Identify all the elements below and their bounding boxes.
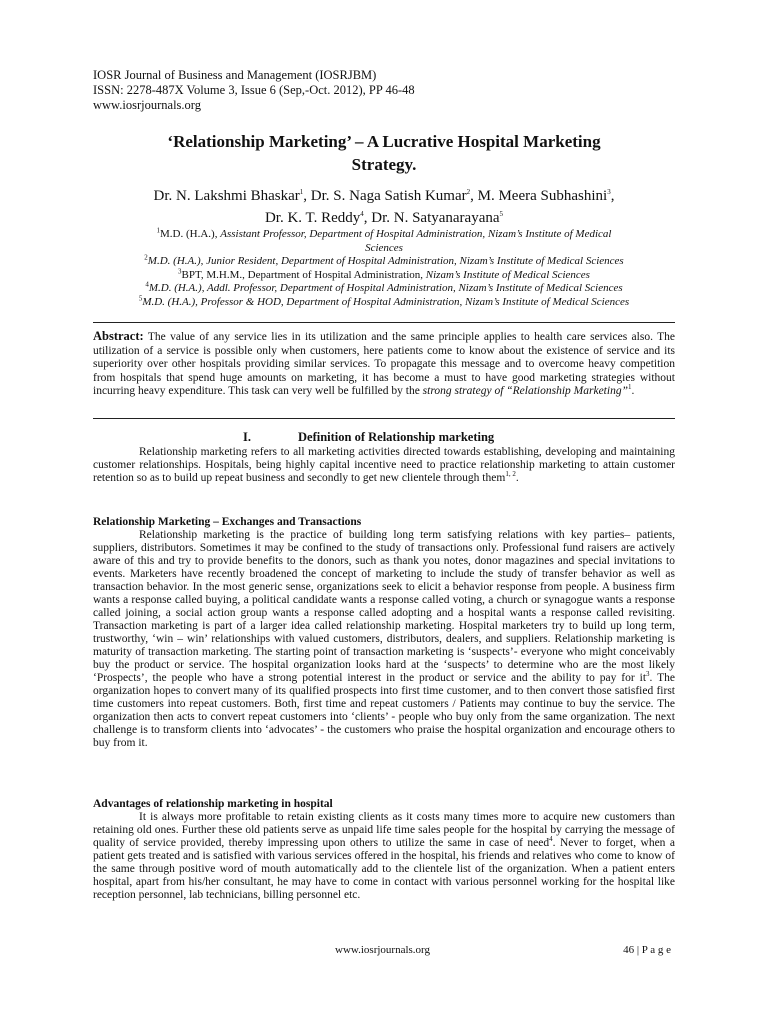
affil-text: M.D. (H.A.), Addl. Professor, Department of Hospital Administration, Nizam’s Institute of Medical Sciences <box>148 282 623 294</box>
abstract-top-rule <box>93 322 675 323</box>
affil-text: Nizam’s Institute of Medical Sciences <box>425 268 590 281</box>
author-affil-mark: 1 <box>299 188 304 196</box>
author-affil-mark: 2 <box>466 188 471 196</box>
subsection-exchanges <box>93 516 675 750</box>
author-name: , M. Meera Subhashini <box>470 188 608 204</box>
paragraph <box>93 446 675 485</box>
affil-text: M.D. (H.A.), Professor & HOD, Department of Hospital Administration, Nizam’s Institute of Medical Sciences <box>142 295 630 308</box>
subsection-heading: Advantages of relationship marketing in hospital <box>93 798 333 810</box>
affil-text: M.D. (H.A.), <box>160 228 221 240</box>
abstract-text: The value of any service lies in its utilization and the same principle applies to health care services also. The utilization of a service is possible only when customers, here patients come to know about the existence of service and its superiority over other hospitals providing similar services. To propagate this message and to overcome heavy competition from hospitals that spend huge amounts on marketing, it has become a must to have good marketing strategies without incurring heavy expenditure. This task can very well be fulfilled by the <box>93 331 675 398</box>
affil-mark: 2 <box>144 253 148 262</box>
author-line-1: Dr. N. Lakshmi Bhaskar$^1$, Dr. S. Naga Satish Kumar$^2$, M. Meera Subhashini$^3$, <box>153 188 615 204</box>
citation-mark: 1 <box>627 383 632 392</box>
subsection-advantages <box>93 798 675 902</box>
section-title: Definition of Relationship marketing <box>298 430 495 444</box>
paragraph-end: . <box>515 472 519 484</box>
paragraph-text: Relationship marketing is the practice of building long term satisfying relations with key parties– patients, suppliers, distributors. Sometimes it may be confined to the study of transactions only. Professional fund raisers are actively aware of this and try to provide benefits to the donors, such as thank you notes, donor magazines and special invitations to events. Marketers have recently broadened the concept of marketing to include the study of transfer behavior as well as transaction behavior. In the most generic sense, organizations seek to elicit a behavior response from people. A business firm wants a response called buying, a political candidate wants a response called voting, a church or synagogue wants a response called joining, a social action group wants a response called adopting and a hospital wants a response called revisiting. Transaction marketing is part of a larger idea called relationship marketing. Hospital marketers try to build up long term, trustworthy, ‘win – win’ relationships with valued customers, distributors, dealers, and suppliers. Relationship marketing is maturity of transaction marketing. The starting point of transaction marketing is ‘suspects’- everyone who might conceivably buy the product or service. The hospital organization looks hard at the ‘suspects’ to determine who are the most likely ‘Prospects’, the people who have a strong potential interest in the product or service and the ability to pay for it <box>93 529 675 684</box>
affiliation-1-cont: Sciences <box>365 241 403 254</box>
journal-name: IOSR Journal of Business and Management (IOSRJBM) <box>93 68 377 82</box>
affil-text: M.D. (H.A.), Junior Resident, Department of Hospital Administration, Nizam’s Institute of Medical Sciences <box>147 255 624 267</box>
section-1-body <box>93 446 675 485</box>
paragraph-text: . Never to forget, when a patient gets treated and is satisfied with various services offered in the hospital, his friends and relatives who come to know of the same through positive word of mouth automatically add to the clientele list of the organization. When a patient enters hospital, apart from his/her consultant, he may have to come in contact with various personnel working for the hospital like reception personnel, lab technicians, billing personnel etc. <box>93 837 675 901</box>
affiliations <box>93 228 675 309</box>
affiliation-3 <box>93 266 675 283</box>
abstract-label: Abstract: <box>93 329 144 343</box>
affil-text: BPT, M.H.M., Department of Hospital Administration, <box>181 268 426 281</box>
affil-mark: 5 <box>138 293 143 302</box>
journal-header <box>93 68 415 113</box>
paragraph-text: It is always more profitable to retain existing clients as it costs many times more to acquire new customers than retaining old ones. Further these old patients serve as unpaid life time sales people for the hospital by carrying the message of quality of service provided, thereby impressing upon others to utilize the same in case of need <box>93 811 675 849</box>
affil-mark: 4 <box>145 280 149 289</box>
affiliation-4 <box>93 282 675 296</box>
section-number: I. <box>243 430 251 444</box>
citation-mark: 4 <box>549 835 553 844</box>
abstract-bottom-rule <box>93 418 675 419</box>
subsection-heading: Relationship Marketing – Exchanges and Transactions <box>93 516 362 528</box>
journal-issn: ISSN: 2278-487X Volume 3, Issue 6 (Sep,-Oct. 2012), PP 46-48 <box>93 83 415 97</box>
author-list <box>93 185 675 229</box>
author-affil-mark: 5 <box>499 210 504 218</box>
affil-mark: 1 <box>156 226 161 235</box>
affiliation-5 <box>93 293 675 310</box>
affil-mark: 3 <box>178 266 182 275</box>
paragraph-text: . The organization hopes to convert many of its qualified prospects into first time customer, and to then convert those satisfied first time customers into repeat customers. Both, first time and repeat customers / Patients may continue to buy the service. The organization then acts to convert repeat customers into ‘clients’ - people who buy only from the same organization. The next challenge is to transform clients into ‘advocates’ - the customers who praise the hospital organization and encourage others to buy from it. <box>93 672 675 749</box>
author-line-2 <box>93 207 675 229</box>
page-number: 46 | P a g e <box>623 944 671 956</box>
author-name: Dr. K. T. Reddy <box>264 210 361 226</box>
abstract-italic: strong strategy of “Relationship Marketing” <box>422 385 628 398</box>
title-line-1: ‘Relationship Marketing’ – A Lucrative Hospital Marketing <box>167 132 601 151</box>
paragraph <box>93 811 675 902</box>
citation-mark: 1, 2 <box>505 470 516 479</box>
paper-title <box>93 130 675 176</box>
author-name: Dr. N. Lakshmi Bhaskar <box>153 188 300 204</box>
paragraph <box>93 529 675 750</box>
affil-text: Assistant Professor, Department of Hospital Administration, Nizam’s Institute of Medical <box>220 228 612 240</box>
abstract <box>93 330 675 399</box>
paragraph-text: Relationship marketing refers to all marketing activities directed towards establishing, developing and maintaining customer relationships. Hospitals, being highly capital incentive need to practice relationship marketing to attain customer retention so as to build up repeat business and secondly to get new clientele through them <box>93 446 675 484</box>
citation-mark: 3 <box>646 670 650 679</box>
author-affil-mark: 4 <box>360 210 364 218</box>
author-name: , Dr. N. Satyanarayana <box>363 210 500 226</box>
author-name: , Dr. S. Naga Satish Kumar <box>303 188 467 204</box>
title-line-2: Strategy. <box>351 155 417 174</box>
author-affil-mark: 3 <box>607 188 611 196</box>
abstract-end: . <box>631 385 635 398</box>
journal-url[interactable]: www.iosrjournals.org <box>93 98 201 112</box>
affiliation-1 <box>93 228 675 242</box>
footer-url[interactable]: www.iosrjournals.org <box>335 944 431 956</box>
